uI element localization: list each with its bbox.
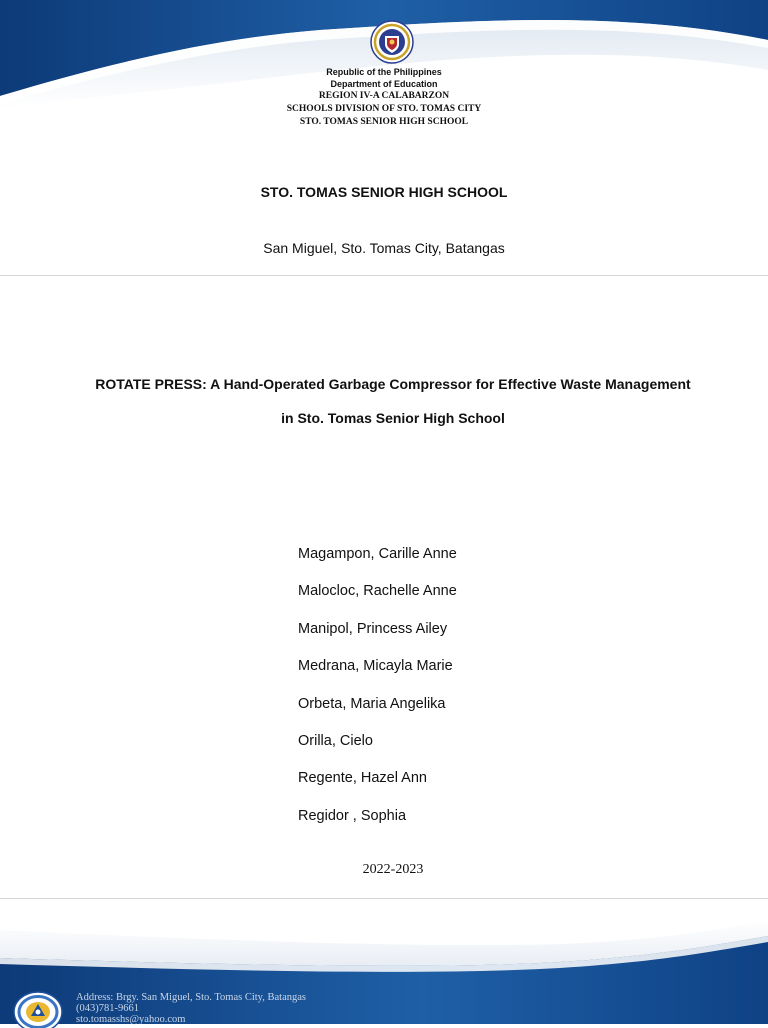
letterhead — [0, 66, 768, 129]
author-name: Manipol, Princess Ailey — [298, 620, 448, 637]
school-year: 2022-2023 — [362, 862, 424, 877]
letterhead-school: STO. TOMAS SENIOR HIGH SCHOOL — [299, 117, 469, 127]
letterhead-region: REGION IV-A CALABARZON — [318, 91, 450, 101]
footer-contact — [76, 992, 306, 1025]
author-name: Regidor , Sophia — [298, 807, 407, 824]
author-list — [298, 545, 457, 844]
school-address: San Miguel, Sto. Tomas City, Batangas — [263, 240, 505, 256]
author-name: Orilla, Cielo — [298, 732, 373, 749]
school-name: STO. TOMAS SENIOR HIGH SCHOOL — [260, 184, 508, 200]
research-title-line2: in Sto. Tomas Senior High School — [281, 410, 505, 426]
author-name: Malocloc, Rachelle Anne — [298, 583, 457, 600]
footer-address: Address: Brgy. San Miguel, Sto. Tomas City, Batangas — [76, 992, 306, 1003]
page-divider — [0, 275, 768, 276]
letterhead-department: Department of Education — [330, 79, 438, 89]
footer-phone: (043)781-9661 — [76, 1003, 139, 1014]
author-name: Magampon, Carille Anne — [298, 546, 457, 562]
deped-seal-icon — [370, 20, 414, 64]
letterhead-division: SCHOOLS DIVISION OF STO. TOMAS CITY — [286, 104, 482, 114]
letterhead-country: Republic of the Philippines — [326, 67, 442, 77]
author-name: Orbeta, Maria Angelika — [298, 695, 446, 712]
author-name: Medrana, Micayla Marie — [298, 658, 453, 675]
author-name: Regente, Hazel Ann — [298, 770, 427, 787]
school-seal-icon — [12, 988, 64, 1028]
research-title-line1: ROTATE PRESS: A Hand-Operated Garbage Compressor for Effective Waste Management — [95, 376, 691, 392]
footer-email: sto.tomasshs@yahoo.com — [76, 1014, 186, 1025]
page-divider — [0, 898, 768, 899]
